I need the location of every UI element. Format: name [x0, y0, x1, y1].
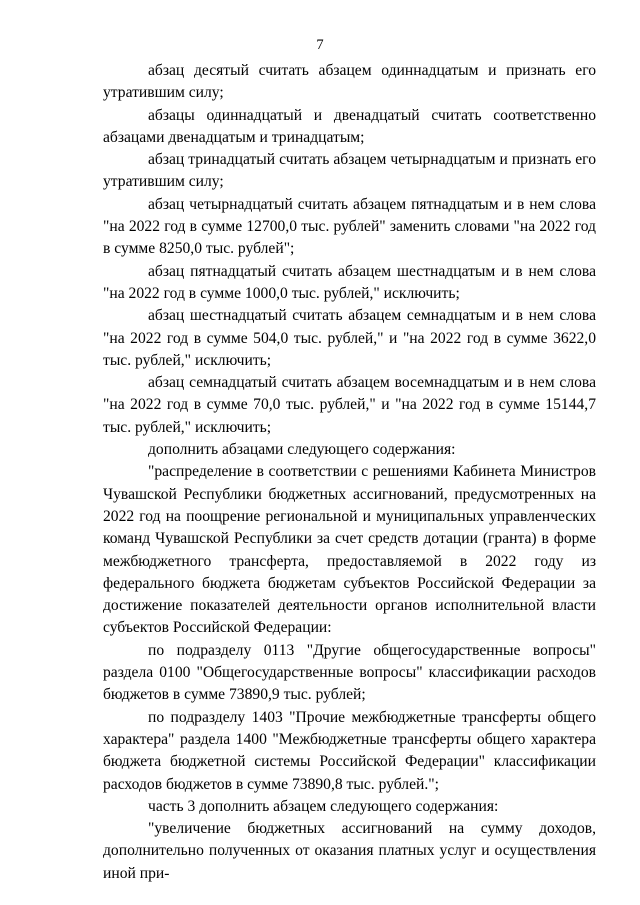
paragraph: абзац четырнадцатый считать абзацем пятнадцатым и в нем слова "на 2022 год в сумме 12700,0 тыс. рублей" заменить словами "на 2022 год в сумме 8250,0 тыс. рублей"; — [103, 195, 596, 258]
paragraph: абзац шестнадцатый считать абзацем семнадцатым и в нем слова "на 2022 год в сумме 504,0 тыс. рублей," и "на 2022 год в сумме 3622,0 тыс. рублей," исключить; — [103, 307, 596, 369]
paragraph: "распределение в соответствии с решениями Кабинета Министров Чувашской Республики бюджетных ассигнований, предусмотренных на 2022 год на поощрение региональной и муниципальных управленческих команд Чувашской Республики за счет средств дотации (гранта) в форме межбюджетного трансферта, предоставляемой в 2022 году из федерального бюджета бюджетам субъектов Российской Федерации за достижение показателей деятельности органов исполнительной власти субъектов Российской Федерации: — [103, 463, 596, 637]
paragraph: абзацы одиннадцатый и двенадцатый считать соответственно абзацами двенадцатым и тринадцатым; — [103, 106, 596, 146]
paragraph: абзац семнадцатый считать абзацем восемнадцатым и в нем слова "на 2022 год в сумме 70,0 тыс. рублей," и "на 2022 год в сумме 15144,7 тыс. рублей," исключить; — [103, 374, 596, 436]
paragraph: по подразделу 0113 "Другие общегосударственные вопросы" раздела 0100 "Общегосударственные вопросы" классификации расходов бюджетов в сумме 73890,9 тыс. рублей; — [103, 641, 596, 704]
paragraph: абзац тринадцатый считать абзацем четырнадцатым и признать его утратившим силу; — [103, 151, 596, 191]
paragraph: абзац десятый считать абзацем одиннадцатым и признать его утратившим силу; — [103, 62, 596, 102]
paragraph: дополнить абзацами следующего содержания: — [148, 441, 456, 459]
document-body — [103, 60, 596, 885]
paragraph: "увеличение бюджетных ассигнований на сумму доходов, дополнительно полученных от оказания платных услуг и осуществления иной при- — [103, 820, 596, 882]
paragraph: по подразделу 1403 "Прочие межбюджетные трансферты общего характера" раздела 1400 "Межбюджетные трансферты общего характера бюджета бюджетной системы Российской Федерации" классификации расходов бюджетов в сумме 73890,8 тыс. рублей."; — [103, 708, 596, 793]
page-number: 7 — [316, 37, 324, 53]
paragraph: часть 3 дополнить абзацем следующего содержания: — [148, 797, 499, 815]
paragraph: абзац пятнадцатый считать абзацем шестнадцатым и в нем слова "на 2022 год в сумме 1000,0 тыс. рублей," исключить; — [103, 262, 596, 302]
